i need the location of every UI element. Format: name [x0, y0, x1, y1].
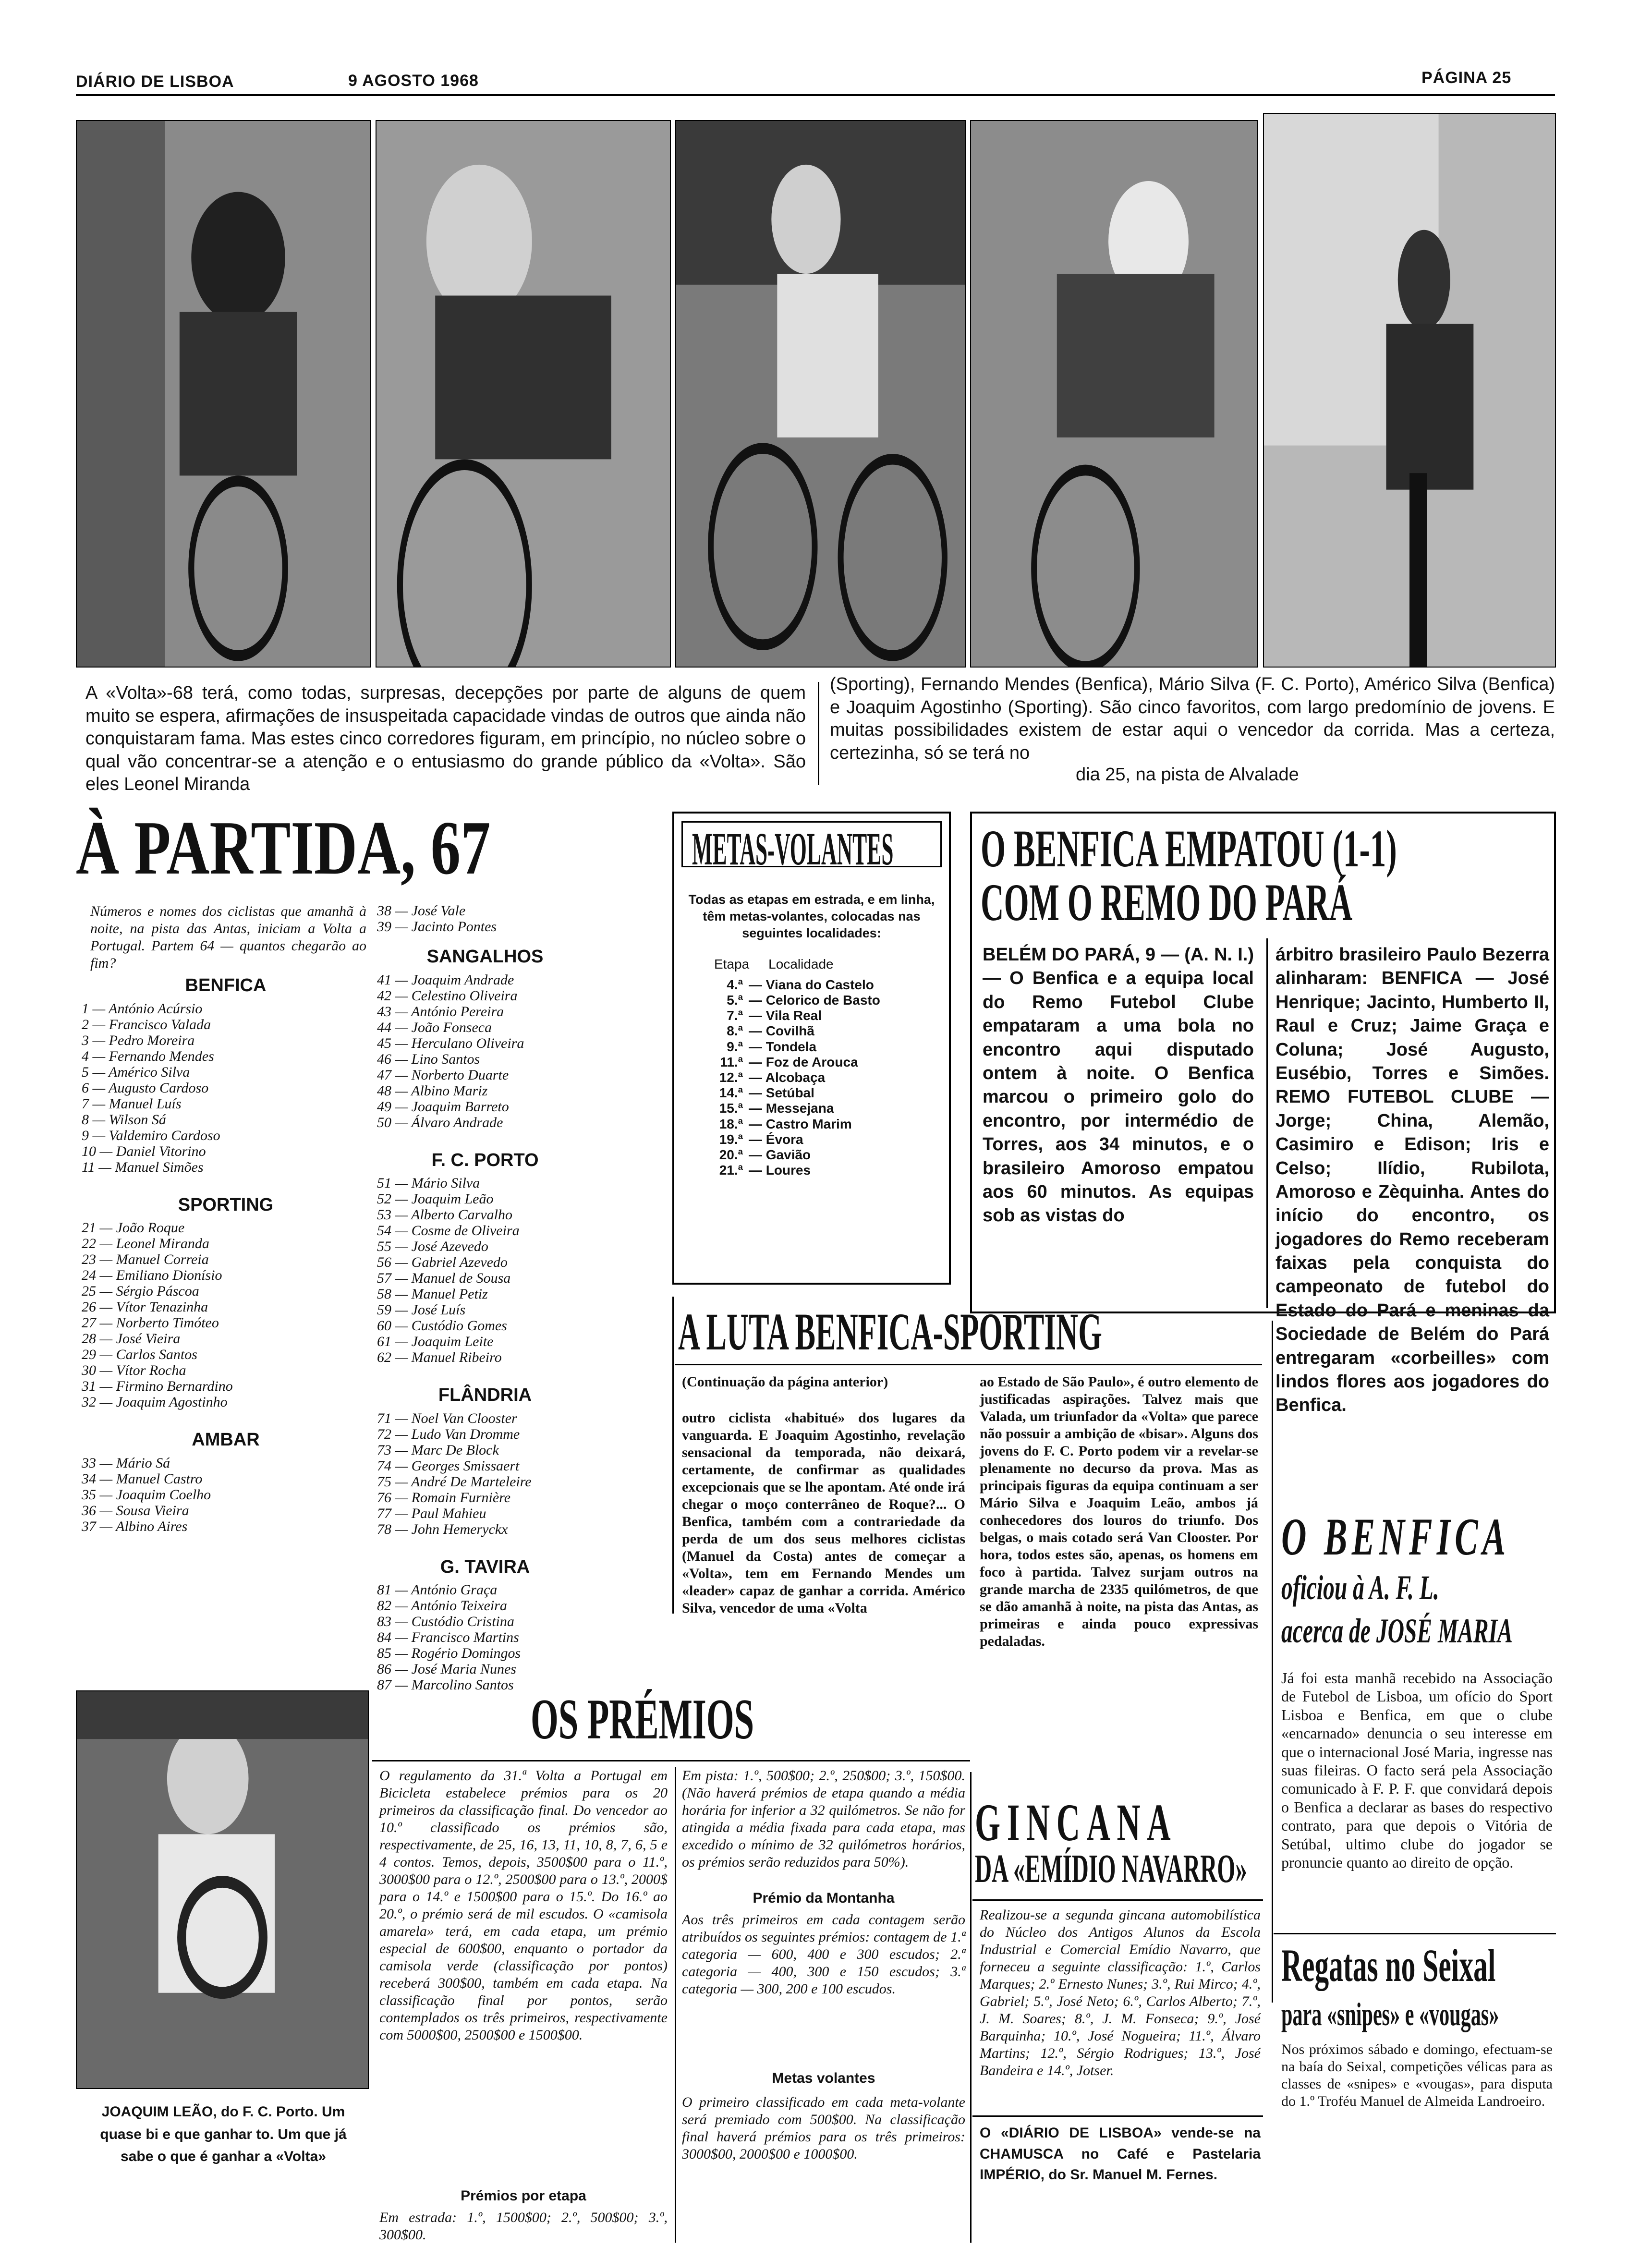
stage-number: 14.ª — [719, 1085, 743, 1101]
rider-entry: 85 — Rogério Domingos — [377, 1645, 521, 1662]
metas-volantes-box — [672, 812, 951, 1285]
masthead-paper: DIÁRIO DE LISBOA — [76, 73, 234, 91]
stage-number: 15.ª — [719, 1101, 743, 1116]
stage-place: — Castro Marim — [749, 1116, 852, 1131]
rider-entry: 86 — José Maria Nunes — [377, 1661, 516, 1677]
oficio-left-rule — [1272, 1321, 1273, 2003]
empate-headline-1: O BENFICA EMPATOU (1-1) — [981, 819, 1397, 878]
rider-entry: 32 — Joaquim Agostinho — [82, 1394, 228, 1410]
rider-list — [377, 1175, 593, 1365]
rider-entry: 59 — José Luís — [377, 1302, 466, 1318]
metas-row — [686, 1085, 937, 1101]
stage-place: — Vila Real — [749, 1008, 822, 1023]
stage-place: — Covilhã — [749, 1023, 814, 1039]
rider-entry: 78 — John Hemeryckx — [377, 1521, 508, 1537]
stage-place: — Foz de Arouca — [749, 1054, 858, 1069]
rider-entry: 28 — José Vieira — [82, 1331, 181, 1347]
stage-place: — Évora — [749, 1131, 803, 1147]
rider-entry: 37 — Albino Aires — [82, 1518, 188, 1534]
photo-cyclist-4 — [970, 120, 1258, 668]
masthead-rule — [76, 94, 1555, 96]
metas-row — [686, 993, 937, 1008]
stage-number: 11.ª — [720, 1054, 743, 1069]
premios-headline: OS PRÉMIOS — [531, 1687, 754, 1751]
metas-row — [686, 1101, 937, 1116]
rider-entry: 21 — João Roque — [82, 1220, 185, 1236]
stage-number: 19.ª — [719, 1131, 743, 1147]
stage-number: 8.ª — [727, 1023, 743, 1039]
rider-entry: 2 — Francisco Valada — [82, 1016, 211, 1032]
caption-divider — [818, 682, 819, 785]
stage-number: 21.ª — [719, 1163, 743, 1178]
rider-entry: 73 — Marc De Block — [377, 1442, 499, 1458]
rider-entry: 75 — André De Marteleire — [377, 1473, 532, 1490]
rider-entry: 4 — Fernando Mendes — [82, 1048, 214, 1064]
luta-col1: outro ciclista «habitué» dos lugares da vanguarda. E Joaquim Agostinho, revelação sensacional da temporada, não deixará, certamente, de confirmar as qualidades excepcionais que se lhe apontam. Até onde irá chegar o moço conterrâneo de Roque?... O Benfica, também com a contrariedade da perda de um dos seus melhores ciclistas (Manuel da Costa) antes de começar a «Volta», tem em Fernando Mendes um «leader» capaz de ganhar a corrida. Américo Silva, vencedor de uma «Volta — [682, 1410, 965, 1616]
regatas-top-rule — [1274, 1933, 1556, 1934]
metas-row — [686, 1070, 937, 1085]
team-name: AMBAR — [192, 1430, 260, 1450]
photo-cyclist-3 — [675, 120, 966, 668]
metas-row — [686, 1117, 937, 1132]
rider-list — [377, 972, 593, 1130]
rider-entry: 48 — Albino Mariz — [377, 1082, 488, 1099]
oficio-headline-2: oficiou à A. F. L. — [1281, 1568, 1439, 1607]
premios-volantes-text: O primeiro classificado em cada meta-volante será premiado com 500$00. Na classificação final haverá prémios para os três primeiros: 3000$00, 2000$00 e 1000$00. — [682, 2094, 965, 2162]
photo-joaquim-leao-caption: JOAQUIM LEÃO, do F. C. Porto. Um quase bi e que ganhar to. Um que já sabe o que é ganhar a «Volta» — [100, 2104, 347, 2164]
empate-col1: BELÉM DO PARÁ, 9 — (A. N. I.) — O Benfica e a equipa local do Remo Futebol Clube empataram a uma bola no encontro aqui disputado ontem à noite. O Benfica marcou o primeiro golo do encontro, por intermédio de Torres, aos 34 minutos, e o brasileiro Amoroso empatou aos 60 minutos. As equipas sob as vistas do — [983, 945, 1254, 1226]
team-name: SPORTING — [178, 1194, 274, 1215]
rider-entry: 71 — Noel Van Clooster — [377, 1410, 517, 1426]
team-g-tavira — [377, 1556, 593, 1693]
partida-headline: À PARTIDA, 67 — [76, 805, 491, 890]
rider-entry: 24 — Emiliano Dionísio — [82, 1267, 222, 1284]
rider-entry: 56 — Gabriel Azevedo — [377, 1254, 508, 1271]
metas-headline: METAS-VOLANTES — [692, 823, 894, 874]
premios-col1: O regulamento da 31.ª Volta a Portugal em Bicicleta estabelece prémios para os 20 primeiros da classificação final. Do vencedor ao 10.º classificado os prémios são, respectivamente, de 25, 16, 13, 11, 10, 8, 7, 6, 5 e 4 contos. Temos, depois, 3500$00 para o 11.º, 3000$00 para o 12.º, 2500$00 para o 13.º, 2000$ para o 14.º e 1500$00 para o 15.º. Do 16.º ao 20.º, o prémio será de mil escudos. O «camisola amarela» terá, em cada etapa, um prémio especial de 600$00, enquanto o portador da camisola verde (classificação por pontos) receberá 300$00, também em cada etapa. Na classificação final por pontos, serão contemplados os três primeiros, respectivamente com 5000$00, 2500$00 e 1500$00. — [379, 1768, 668, 2043]
rider-list — [82, 1001, 370, 1175]
rider-entry: 26 — Vítor Tenazinha — [82, 1299, 208, 1315]
rider-entry: 83 — Custódio Cristina — [377, 1614, 514, 1630]
rider-entry: 45 — Herculano Oliveira — [377, 1035, 524, 1051]
col-place: Localidade — [768, 957, 834, 972]
rider-entry: 50 — Álvaro Andrade — [377, 1114, 503, 1130]
luta-cont: (Continuação da página anterior) — [682, 1374, 888, 1390]
oficio-text: Já foi esta manhã recebido na Associação de Futebol de Lisboa, um ofício do Sport Lisboa e Benfica, em que o clube «encarnado» denuncia o seu interesse em que o internacional José Maria, ingresse nas suas fileiras. O facto será pela Associação comunicado à F. P. F. que convidará depois o Benfica a declarar as bases do respectivo contrato, para que depois o Vitória de Setúbal, ultimo clube do jogador se pronuncie quanto ao direito de opção. — [1281, 1669, 1553, 1871]
rider-entry: 34 — Manuel Castro — [82, 1470, 203, 1487]
rider-entry: 62 — Manuel Ribeiro — [377, 1349, 502, 1366]
rider-entry: 8 — Wilson Sá — [82, 1111, 166, 1128]
gincana-left-rule — [970, 1772, 972, 2243]
rider-entry: 77 — Paul Mahieu — [377, 1505, 486, 1521]
metas-row — [686, 1039, 937, 1055]
photo-cyclist-1 — [76, 120, 371, 668]
photo-joaquim-leao — [76, 1690, 369, 2089]
rider-entry: 81 — António Graça — [377, 1582, 498, 1598]
gincana-headline-1: GINCANA — [975, 1793, 1178, 1852]
stage-place: — Messejana — [749, 1101, 834, 1116]
rider-list — [377, 1410, 593, 1537]
metas-header — [686, 956, 937, 972]
rider-entry: 61 — Joaquim Leite — [377, 1334, 494, 1350]
metas-row — [686, 977, 937, 993]
regatas-headline-1: Regatas no Seixal — [1281, 1940, 1496, 1991]
luta-left-rule — [672, 1297, 674, 1614]
photo-caption-right-end: dia 25, na pista de Alvalade — [1076, 765, 1299, 785]
stage-number: 9.ª — [727, 1039, 743, 1054]
regatas-headline-2: para «snipes» e «vougas» — [1281, 1996, 1499, 2032]
rider-entry: 7 — Manuel Luís — [82, 1095, 182, 1112]
rider-entry: 57 — Manuel de Sousa — [377, 1270, 511, 1287]
metas-row — [686, 1008, 937, 1023]
photo-caption-left: A «Volta»-68 terá, como todas, surpresas, decepções por parte de alguns de quem muito se espera, afirmações de insuspeitada capacidade vindas de outros que ainda não conquistaram fama. Mas estes cinco corredores figuram, em princípio, no núcleo sobre o qual vão concentrar-se a atenção e o entusiasmo do grande público da «Volta». São eles Leonel Miranda — [85, 683, 806, 794]
rider-entry: 3 — Pedro Moreira — [82, 1032, 195, 1048]
rider-entry: 52 — Joaquim Leão — [377, 1191, 494, 1207]
rider-entry: 29 — Carlos Santos — [82, 1347, 197, 1363]
stage-place: — Gavião — [749, 1147, 811, 1162]
stage-place: — Celorico de Basto — [749, 993, 880, 1008]
empate-box — [970, 812, 1556, 1416]
oficio-headline-1: O BENFICA — [1281, 1507, 1510, 1566]
empate-divider — [1266, 938, 1268, 1308]
masthead-page: PÁGINA 25 — [1421, 69, 1512, 87]
premios-montanha-text: Aos três primeiros em cada contagem serão atribuídos os seguintes prémios: contagem de 1.ª categoria — 600, 400 e 300 escudos; 2.ª categoria — 400, 300 e 150 escudos; 3.ª categoria — 300, 200 e 100 escudos. — [682, 1912, 965, 1997]
stage-place: — Loures — [749, 1163, 811, 1178]
stage-number: 20.ª — [719, 1147, 743, 1162]
gincana-text: Realizou-se a segunda gincana automobilística do Núcleo dos Antigos Alunos da Escola Industrial e Comercial Emídio Navarro, que forneceu a seguinte classificação: 1.º, Carlos Marques; 2.º Ernesto Nunes; 3.º, Rui Mirco; 4.º, Gabriel; 5.º, José Neto; 6.º, Carlos Alberto; 7.º, J. M. Soares; 8.º, J. M. Fonseca; 9.º, José Barquinha; 10.º, José Nogueira; 11.º, Álvaro Martins; 12.º, Sérgio Rodrigues; 13.º, José Bandeira e 14.º, Jotser. — [980, 1907, 1261, 2078]
stage-place: — Tondela — [749, 1039, 817, 1054]
rider-entry: 54 — Cosme de Oliveira — [377, 1223, 520, 1239]
rider-entry: 27 — Norberto Timóteo — [82, 1315, 219, 1331]
stage-number: 4.ª — [727, 977, 743, 992]
team-flandria — [377, 1385, 593, 1537]
rider-entry: 23 — Manuel Correia — [82, 1251, 209, 1268]
stage-number: 5.ª — [727, 993, 743, 1008]
regatas-text: Nos próximos sábado e domingo, efectuam-se na baía do Seixal, competições vélicas para as classes de «snipes» e «vougas», para disputa do 1.º Troféu Manuel de Almeida Landroeiro. — [1281, 2041, 1553, 2109]
partida-intro: Números e nomes dos ciclistas que amanhã à noite, na pista das Antas, iniciam a Volta a Portugal. Partem 64 — quantos chegarão ao fim? — [90, 903, 366, 971]
rider-entry: 87 — Marcolino Santos — [377, 1677, 514, 1693]
rider-entry: 41 — Joaquim Andrade — [377, 972, 514, 988]
team-name: F. C. PORTO — [431, 1150, 539, 1170]
rider-entry: 1 — António Acúrsio — [82, 1000, 203, 1017]
rider-entry: 55 — José Azevedo — [377, 1239, 488, 1255]
premios-etapa-title: Prémios por etapa — [461, 2188, 586, 2204]
rider-entry: 33 — Mário Sá — [82, 1455, 170, 1471]
luta-col2: ao Estado de São Paulo», é outro elemento de justificadas aspirações. Talvez mais que Valada, um triunfador da «Volta» que parece não possuir a ambição de «bisar». Alguns dos jovens do F. C. Porto podem vir a revelar-se plenamente no decurso da prova. Mas as principais figuras da equipa continuam a ser Mário Silva e Joaquim Leão, ambos já conhecedores dos louros do triunfo. Dos belgas, o mais cotado será Van Clooster. Por hora, todos estes são, apenas, os homens em foco à partida. Talvez surjam outros na grande marcha de 2335 quilómetros, de que se dão amanhã à noite, na pista das Antas, as primeiras e ainda pouco expressivas pedaladas. — [980, 1374, 1258, 1649]
masthead-date: 9 AGOSTO 1968 — [348, 72, 479, 90]
rider-entry: 10 — Daniel Vitorino — [82, 1143, 206, 1159]
metas-row — [686, 1163, 937, 1178]
team-benfica — [82, 975, 370, 1175]
luta-headline-rule — [675, 1364, 1262, 1365]
team-name: SANGALHOS — [426, 947, 544, 967]
metas-row — [686, 1023, 937, 1039]
premios-col2a: Em pista: 1.º, 500$00; 2.º, 250$00; 3.º, 150$00. (Não haverá prémios de etapa quando a média horária for inferior a 32 quilómetros. Se não for atingida a média fixada para cada etapa, mas excedido o mínimo de 32 quilómetros horários, os prémios serão reduzidos para 50%). — [682, 1768, 965, 1870]
rider-list — [377, 903, 593, 935]
rider-entry: 46 — Lino Santos — [377, 1051, 480, 1067]
gincana-rule — [972, 1899, 1263, 1901]
gincana-notice-rule — [972, 2115, 1263, 2117]
rider-entry: 74 — Georges Smissaert — [377, 1457, 520, 1474]
gincana-headline-2: DA «EMÍDIO NAVARRO» — [975, 1846, 1247, 1891]
metas-intro: Todas as etapas em estrada, e em linha, têm metas-volantes, colocadas nas seguintes localidades: — [688, 892, 935, 941]
gincana-notice: O «DIÁRIO DE LISBOA» vende-se na CHAMUSCA no Café e Pastelaria IMPÉRIO, do Sr. Manuel M. Fernes. — [980, 2125, 1261, 2183]
empate-headline-2: COM O REMO DO PARÁ — [981, 873, 1353, 932]
rider-entry: 11 — Manuel Simões — [82, 1159, 204, 1175]
rider-entry: 58 — Manuel Petiz — [377, 1286, 488, 1302]
team-name: FLÂNDRIA — [438, 1385, 532, 1406]
rider-entry: 44 — João Fonseca — [377, 1019, 492, 1035]
metas-row — [686, 1055, 937, 1070]
luta-headline: A LUTA BENFICA-SPORTING — [678, 1302, 1102, 1361]
photo-cyclist-5 — [1263, 113, 1556, 668]
rider-entry: 42 — Celestino Oliveira — [377, 987, 518, 1004]
metas-row — [686, 1147, 937, 1163]
rider-entry: 51 — Mário Silva — [377, 1175, 480, 1191]
rider-entry: 6 — Augusto Cardoso — [82, 1080, 209, 1096]
rider-entry: 39 — Jacinto Pontes — [377, 919, 497, 935]
rider-entry: 76 — Romain Furnière — [377, 1489, 511, 1506]
rider-entry: 25 — Sérgio Páscoa — [82, 1283, 199, 1300]
stage-number: 12.ª — [719, 1070, 743, 1085]
rider-entry: 36 — Sousa Vieira — [82, 1502, 189, 1518]
team-name: BENFICA — [185, 975, 267, 996]
metas-row — [686, 1132, 937, 1147]
rider-entry: 84 — Francisco Martins — [377, 1629, 519, 1646]
rider-list — [377, 1582, 593, 1693]
premios-montanha-title: Prémio da Montanha — [753, 1890, 895, 1906]
rider-entry: 38 — José Vale — [377, 903, 466, 919]
stage-place: — Alcobaça — [749, 1070, 826, 1085]
stage-place: — Viana do Castelo — [749, 977, 874, 992]
oficio-headline-3: acerca de JOSÉ MARIA — [1281, 1612, 1513, 1650]
stage-number: 18.ª — [719, 1116, 743, 1131]
premios-etapa-text: Em estrada: 1.º, 1500$00; 2.º, 500$00; 3.º, 300$00. — [379, 2210, 668, 2243]
photo-caption-right: (Sporting), Fernando Mendes (Benfica), Mário Silva (F. C. Porto), Américo Silva (Benfica) e Joaquim Agostinho (Sporting). São cinco favoritos, com largo predomínio de jovens. E muitas possibilidades existem de estar aqui o vencedor da corrida. Mas a certeza, certezinha, só se terá no — [830, 674, 1555, 763]
premios-rule — [372, 1760, 970, 1761]
col-stage: Etapa — [714, 957, 750, 972]
rider-entry: 9 — Valdemiro Cardoso — [82, 1127, 220, 1143]
rider-entry: 82 — António Teixeira — [377, 1598, 507, 1614]
premios-volantes-title: Metas volantes — [772, 2070, 875, 2086]
partida-teams-right — [377, 903, 593, 1693]
rider-entry: 30 — Vítor Rocha — [82, 1362, 186, 1379]
rider-entry: 53 — Alberto Carvalho — [377, 1207, 512, 1223]
empate-col2: árbitro brasileiro Paulo Bezerra alinharam: BENFICA — José Henrique; Jacinto, Humberto II, Raul e Cruz; Jaime Graça e Coluna; José Augusto, Eusébio, Torres e Simões. REMO FUTEBOL CLUBE — Jorge; China, Alemão, Casimiro e Edison; Iris e Celso; Ilídio, Rubilota, Amoroso e Zèquinha. Antes do início do encontro, os jogadores do Remo receberam faixas pela conquista do campeonato de futebol do Estado do Pará e meninas da Sociedade de Belém do Pará entregaram «corbeilles» com lindos flores aos jogadores do Benfica. — [1275, 945, 1549, 1416]
photo-cyclist-2 — [376, 120, 671, 668]
team-name: G. TAVIRA — [440, 1556, 530, 1577]
rider-entry: 72 — Ludo Van Dromme — [377, 1426, 520, 1442]
partida-teams-left — [82, 975, 370, 1534]
rider-entry: 49 — Joaquim Barreto — [377, 1098, 509, 1115]
rider-entry: 31 — Firmino Bernardino — [82, 1378, 233, 1395]
rider-entry: 22 — Leonel Miranda — [82, 1236, 209, 1252]
rider-list — [82, 1220, 370, 1410]
rider-list — [82, 1455, 370, 1534]
rider-entry: 35 — Joaquim Coelho — [82, 1486, 211, 1503]
rider-entry: 47 — Norberto Duarte — [377, 1067, 509, 1083]
team-sporting — [82, 1194, 370, 1410]
premios-divider — [675, 1767, 676, 2243]
rider-entry: 5 — Américo Silva — [82, 1064, 190, 1080]
rider-entry: 60 — Custódio Gomes — [377, 1318, 507, 1334]
stage-number: 7.ª — [727, 1008, 743, 1023]
rider-entry: 43 — António Pereira — [377, 1003, 504, 1020]
team-fc-porto — [377, 1150, 593, 1366]
team-ambar — [82, 1429, 370, 1534]
team-sangalhos — [377, 946, 593, 1130]
stage-place: — Setúbal — [749, 1085, 814, 1101]
metas-table — [686, 977, 937, 1178]
